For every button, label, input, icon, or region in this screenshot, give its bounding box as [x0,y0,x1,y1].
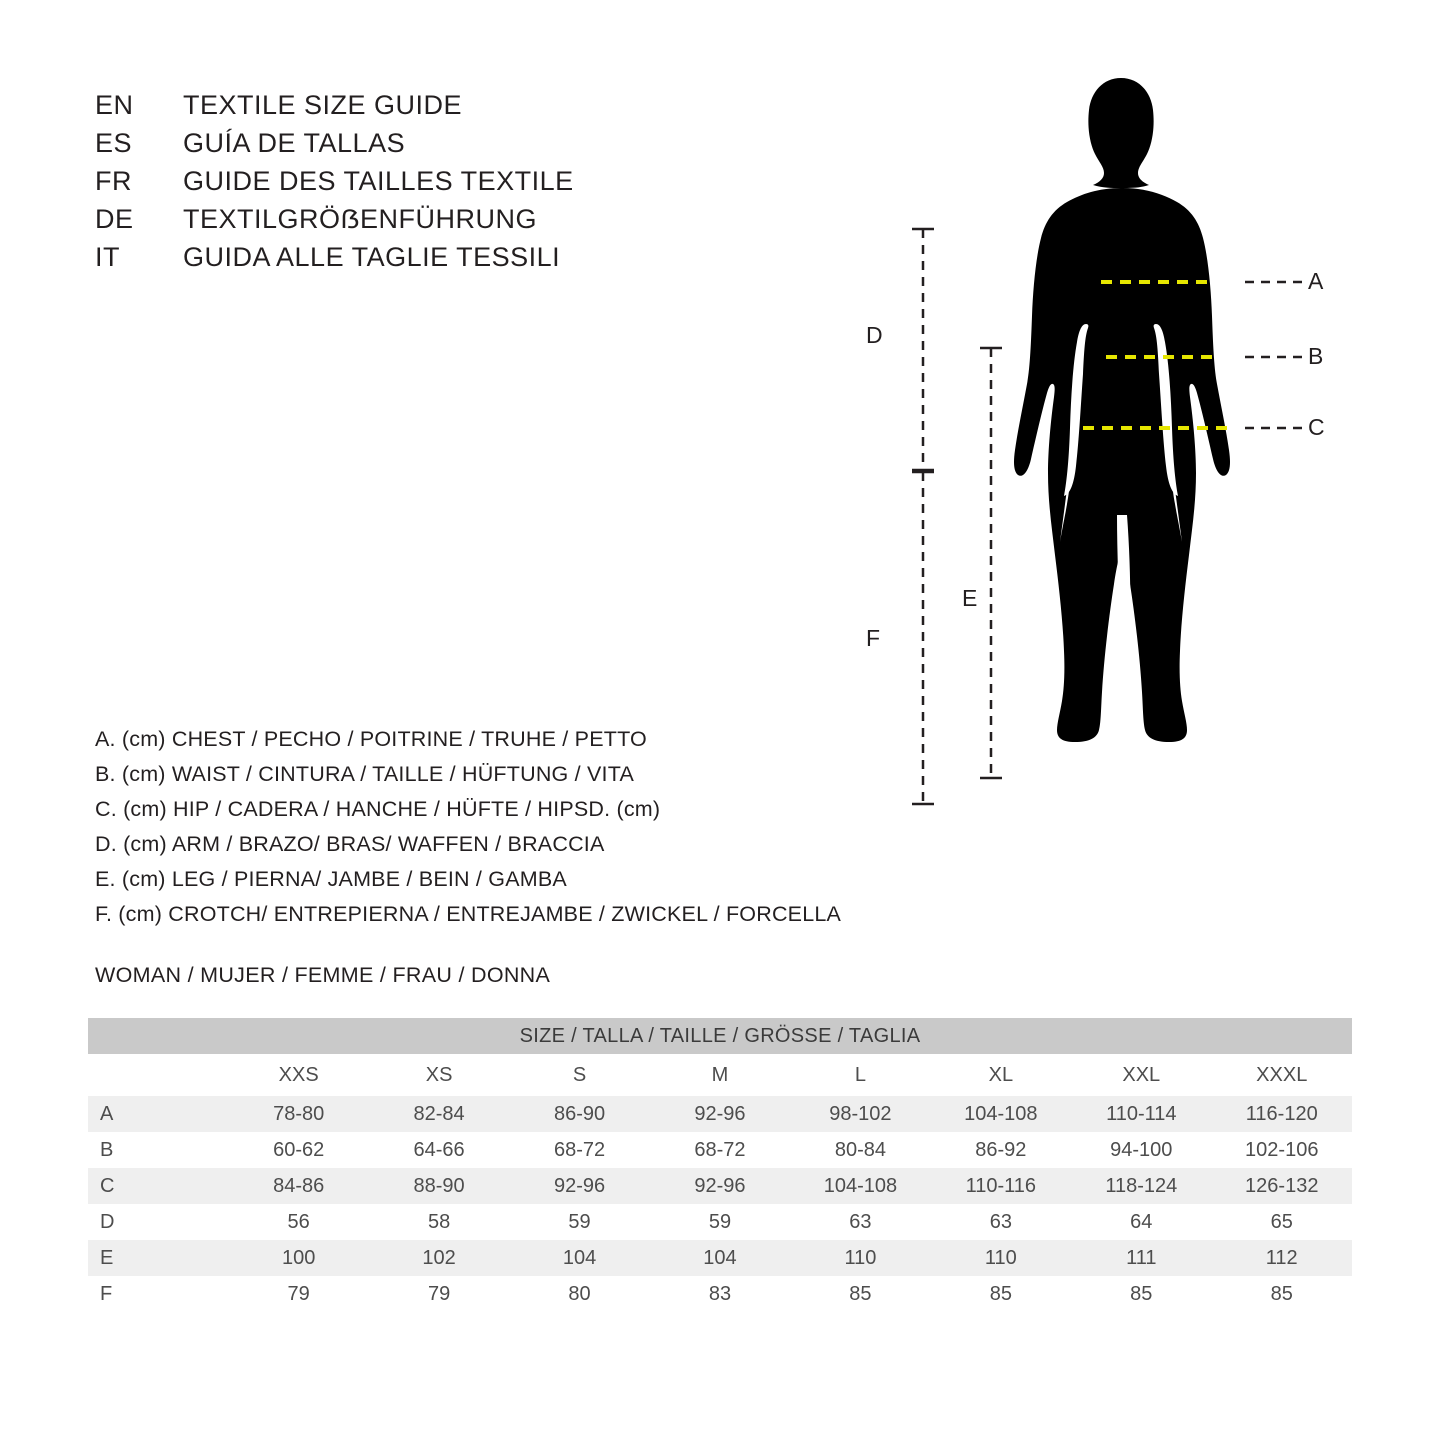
table-row [88,1276,1352,1312]
column-header-m: M [650,1054,790,1096]
size-table-wrapper [88,1018,1352,1312]
table-row [88,1240,1352,1276]
cell-a-xs: 82-84 [369,1096,509,1132]
cell-b-s: 68-72 [509,1132,649,1168]
title-row [95,90,715,128]
cell-e-s: 104 [509,1240,649,1276]
title-text-en: TEXTILE SIZE GUIDE [183,90,463,120]
cell-d-l: 63 [790,1204,930,1240]
cell-f-xs: 79 [369,1276,509,1312]
cell-e-xs: 102 [369,1240,509,1276]
cell-b-xl: 86-92 [931,1132,1071,1168]
label-e: E [962,585,978,611]
legend-item-d: D. (cm) ARM / BRAZO/ BRAS/ WAFFEN / BRACCIA [95,832,605,856]
title-row [95,242,715,280]
title-text-de: TEXTILGRÖẞENFÜHRUNG [183,204,537,234]
cell-b-xs: 64-66 [369,1132,509,1168]
cell-c-s: 92-96 [509,1168,649,1204]
cell-e-xxxl: 112 [1212,1240,1353,1276]
row-label-a: A [88,1096,228,1132]
cell-a-m: 92-96 [650,1096,790,1132]
legend-item-b: B. (cm) WAIST / CINTURA / TAILLE / HÜFTUNG / VITA [95,762,634,786]
cell-c-m: 92-96 [650,1168,790,1204]
bracket-d [912,229,934,470]
cell-f-m: 83 [650,1276,790,1312]
cell-d-xl: 63 [931,1204,1071,1240]
cell-e-xxs: 100 [228,1240,368,1276]
row-label-e: E [88,1240,228,1276]
label-d: D [866,322,883,348]
bracket-f [912,472,934,804]
cell-f-xxxl: 85 [1212,1276,1353,1312]
column-header-xs: XS [369,1054,509,1096]
column-header-xxs: XXS [228,1054,368,1096]
title-text-es: GUÍA DE TALLAS [183,128,406,158]
title-lang-en: EN [95,90,134,120]
cell-e-l: 110 [790,1240,930,1276]
title-row [95,128,715,166]
cell-a-s: 86-90 [509,1096,649,1132]
title-text-it: GUIDA ALLE TAGLIE TESSILI [183,242,561,272]
cell-c-xl: 110-116 [931,1168,1071,1204]
cell-a-xxxl: 116-120 [1212,1096,1353,1132]
legend-item-a: A. (cm) CHEST / PECHO / POITRINE / TRUHE / PETTO [95,727,647,751]
size-table [88,1018,1352,1312]
title-lang-de: DE [95,204,134,234]
cell-e-xl: 110 [931,1240,1071,1276]
cell-b-m: 68-72 [650,1132,790,1168]
title-block [95,90,715,280]
cell-a-l: 98-102 [790,1096,930,1132]
label-c: C [1308,414,1325,440]
cell-d-xxxl: 65 [1212,1204,1353,1240]
row-label-d: D [88,1204,228,1240]
row-label-b: B [88,1132,228,1168]
legend-item-e: E. (cm) LEG / PIERNA/ JAMBE / BEIN / GAMBA [95,867,567,891]
title-lang-fr: FR [95,166,132,196]
title-lang-es: ES [95,128,133,158]
cell-d-xxl: 64 [1071,1204,1211,1240]
title-lang-it: IT [95,242,120,272]
label-b: B [1308,343,1324,369]
column-header-xxxl: XXXL [1212,1054,1353,1096]
table-row [88,1168,1352,1204]
column-header-s: S [509,1054,649,1096]
cell-a-xxl: 110-114 [1071,1096,1211,1132]
title-row [95,166,715,204]
cell-c-xxxl: 126-132 [1212,1168,1353,1204]
cell-d-xs: 58 [369,1204,509,1240]
table-row [88,1132,1352,1168]
cell-c-xs: 88-90 [369,1168,509,1204]
table-row [88,1204,1352,1240]
cell-c-l: 104-108 [790,1168,930,1204]
cell-a-xl: 104-108 [931,1096,1071,1132]
table-header-bar-label: SIZE / TALLA / TAILLE / GRÖSSE / TAGLIA [88,1018,1352,1054]
cell-d-s: 59 [509,1204,649,1240]
cell-f-s: 80 [509,1276,649,1312]
cell-b-xxl: 94-100 [1071,1132,1211,1168]
cell-b-l: 80-84 [790,1132,930,1168]
label-a: A [1308,268,1324,294]
cell-e-m: 104 [650,1240,790,1276]
row-label-header [88,1054,228,1096]
table-header-bar [88,1018,1352,1054]
row-label-f: F [88,1276,228,1312]
measurement-figure [840,60,1360,890]
cell-f-xl: 85 [931,1276,1071,1312]
cell-f-l: 85 [790,1276,930,1312]
cell-b-xxxl: 102-106 [1212,1132,1353,1168]
column-header-xxl: XXL [1071,1054,1211,1096]
title-text-fr: GUIDE DES TAILLES TEXTILE [183,166,574,196]
table-column-header-row [88,1054,1352,1096]
column-header-l: L [790,1054,930,1096]
table-row [88,1096,1352,1132]
cell-a-xxs: 78-80 [228,1096,368,1132]
cell-e-xxl: 111 [1071,1240,1211,1276]
leader-lines [1245,282,1302,428]
legend-block [95,722,915,932]
bracket-e [980,348,1002,778]
legend-item-c: C. (cm) HIP / CADERA / HANCHE / HÜFTE / HIPSD. (cm) [95,797,661,821]
cell-c-xxl: 118-124 [1071,1168,1211,1204]
cell-f-xxl: 85 [1071,1276,1211,1312]
legend-item-f: F. (cm) CROTCH/ ENTREPIERNA / ENTREJAMBE / ZWICKEL / FORCELLA [95,902,842,926]
gender-heading: WOMAN / MUJER / FEMME / FRAU / DONNA [95,963,551,987]
cell-b-xxs: 60-62 [228,1132,368,1168]
cell-f-xxs: 79 [228,1276,368,1312]
cell-d-xxs: 56 [228,1204,368,1240]
cell-c-xxs: 84-86 [228,1168,368,1204]
cell-d-m: 59 [650,1204,790,1240]
column-header-xl: XL [931,1054,1071,1096]
label-f: F [866,625,881,651]
title-row [95,204,715,242]
row-label-c: C [88,1168,228,1204]
